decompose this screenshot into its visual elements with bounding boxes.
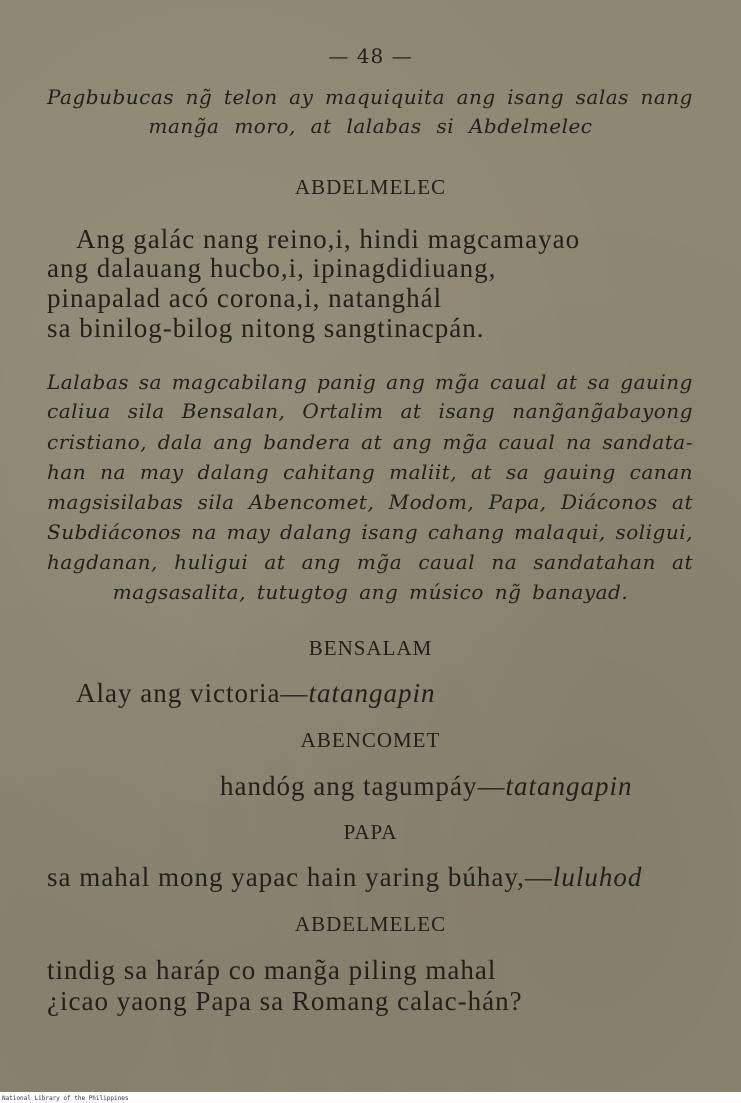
dialogue-text: handóg ang tagumpáy—	[220, 771, 506, 801]
stage-direction-line: cristiano, dala ang bandera at ang mg̃a caual na sandata-	[47, 430, 693, 454]
dialogue-line	[76, 678, 435, 709]
dialogue-line	[47, 862, 642, 893]
library-credit: National Library of the Philippines	[2, 1095, 129, 1102]
stage-direction-line: magsasalita, tutugtog ang músico ng̃ banayad.	[112, 580, 629, 604]
dialogue-direction: tatangapin	[505, 771, 633, 801]
stage-direction-line: Pagbubucas ng̃ telon ay maquiquita ang isang salas nang	[47, 85, 693, 109]
verse-line: tindig sa haráp co mang̃a piling mahal	[47, 955, 497, 985]
speaker-name: ABDELMELEC	[294, 175, 447, 199]
stage-direction-line: magsisilabas sila Abencomet, Modom, Papa, Diáconos at	[47, 490, 693, 514]
verse-line: sa binilog-bilog nitong sangtinacpán.	[47, 313, 485, 343]
stage-direction-line: mang̃a moro, at lalabas si Abdelmelec	[148, 114, 593, 138]
stage-direction-line: caliua sila Bensalan, Ortalim at isang nang̃ang̃abayong	[47, 399, 693, 423]
verse-line: Ang galác nang reino,i, hindi magcamayao	[76, 224, 581, 254]
stage-direction-line: hagdanan, huligui at ang mg̃a caual na sandatahan at	[47, 550, 693, 574]
speaker-name: ABENCOMET	[300, 728, 441, 752]
dialogue-direction: luluhod	[552, 862, 643, 892]
verse-line: pinapalad acó corona,i, natanghál	[47, 283, 443, 313]
dialogue-text: Alay ang victoria—	[76, 678, 309, 708]
page-number: — 48 —	[328, 44, 413, 68]
speaker-name: BENSALAM	[308, 636, 433, 660]
dialogue-text: sa mahal mong yapac hain yaring búhay,—	[47, 862, 553, 892]
speaker-name: PAPA	[343, 820, 398, 844]
stage-direction-line: Subdiáconos na may dalang isang cahang malaqui, soligui,	[47, 520, 693, 544]
stage-direction-line: han na may dalang cahitang maliit, at sa gauing canan	[47, 460, 693, 484]
verse-line: ¿icao yaong Papa sa Romang calac-hán?	[47, 986, 523, 1016]
dialogue-direction: tatangapin	[308, 678, 436, 708]
stage-direction-line: Lalabas sa magcabilang panig ang mg̃a caual at sa gauing	[47, 370, 693, 394]
verse-line: ang dalauang hucbo,i, ipinagdidiuang,	[47, 253, 497, 283]
dialogue-line	[220, 771, 632, 802]
speaker-name: ABDELMELEC	[294, 912, 447, 936]
